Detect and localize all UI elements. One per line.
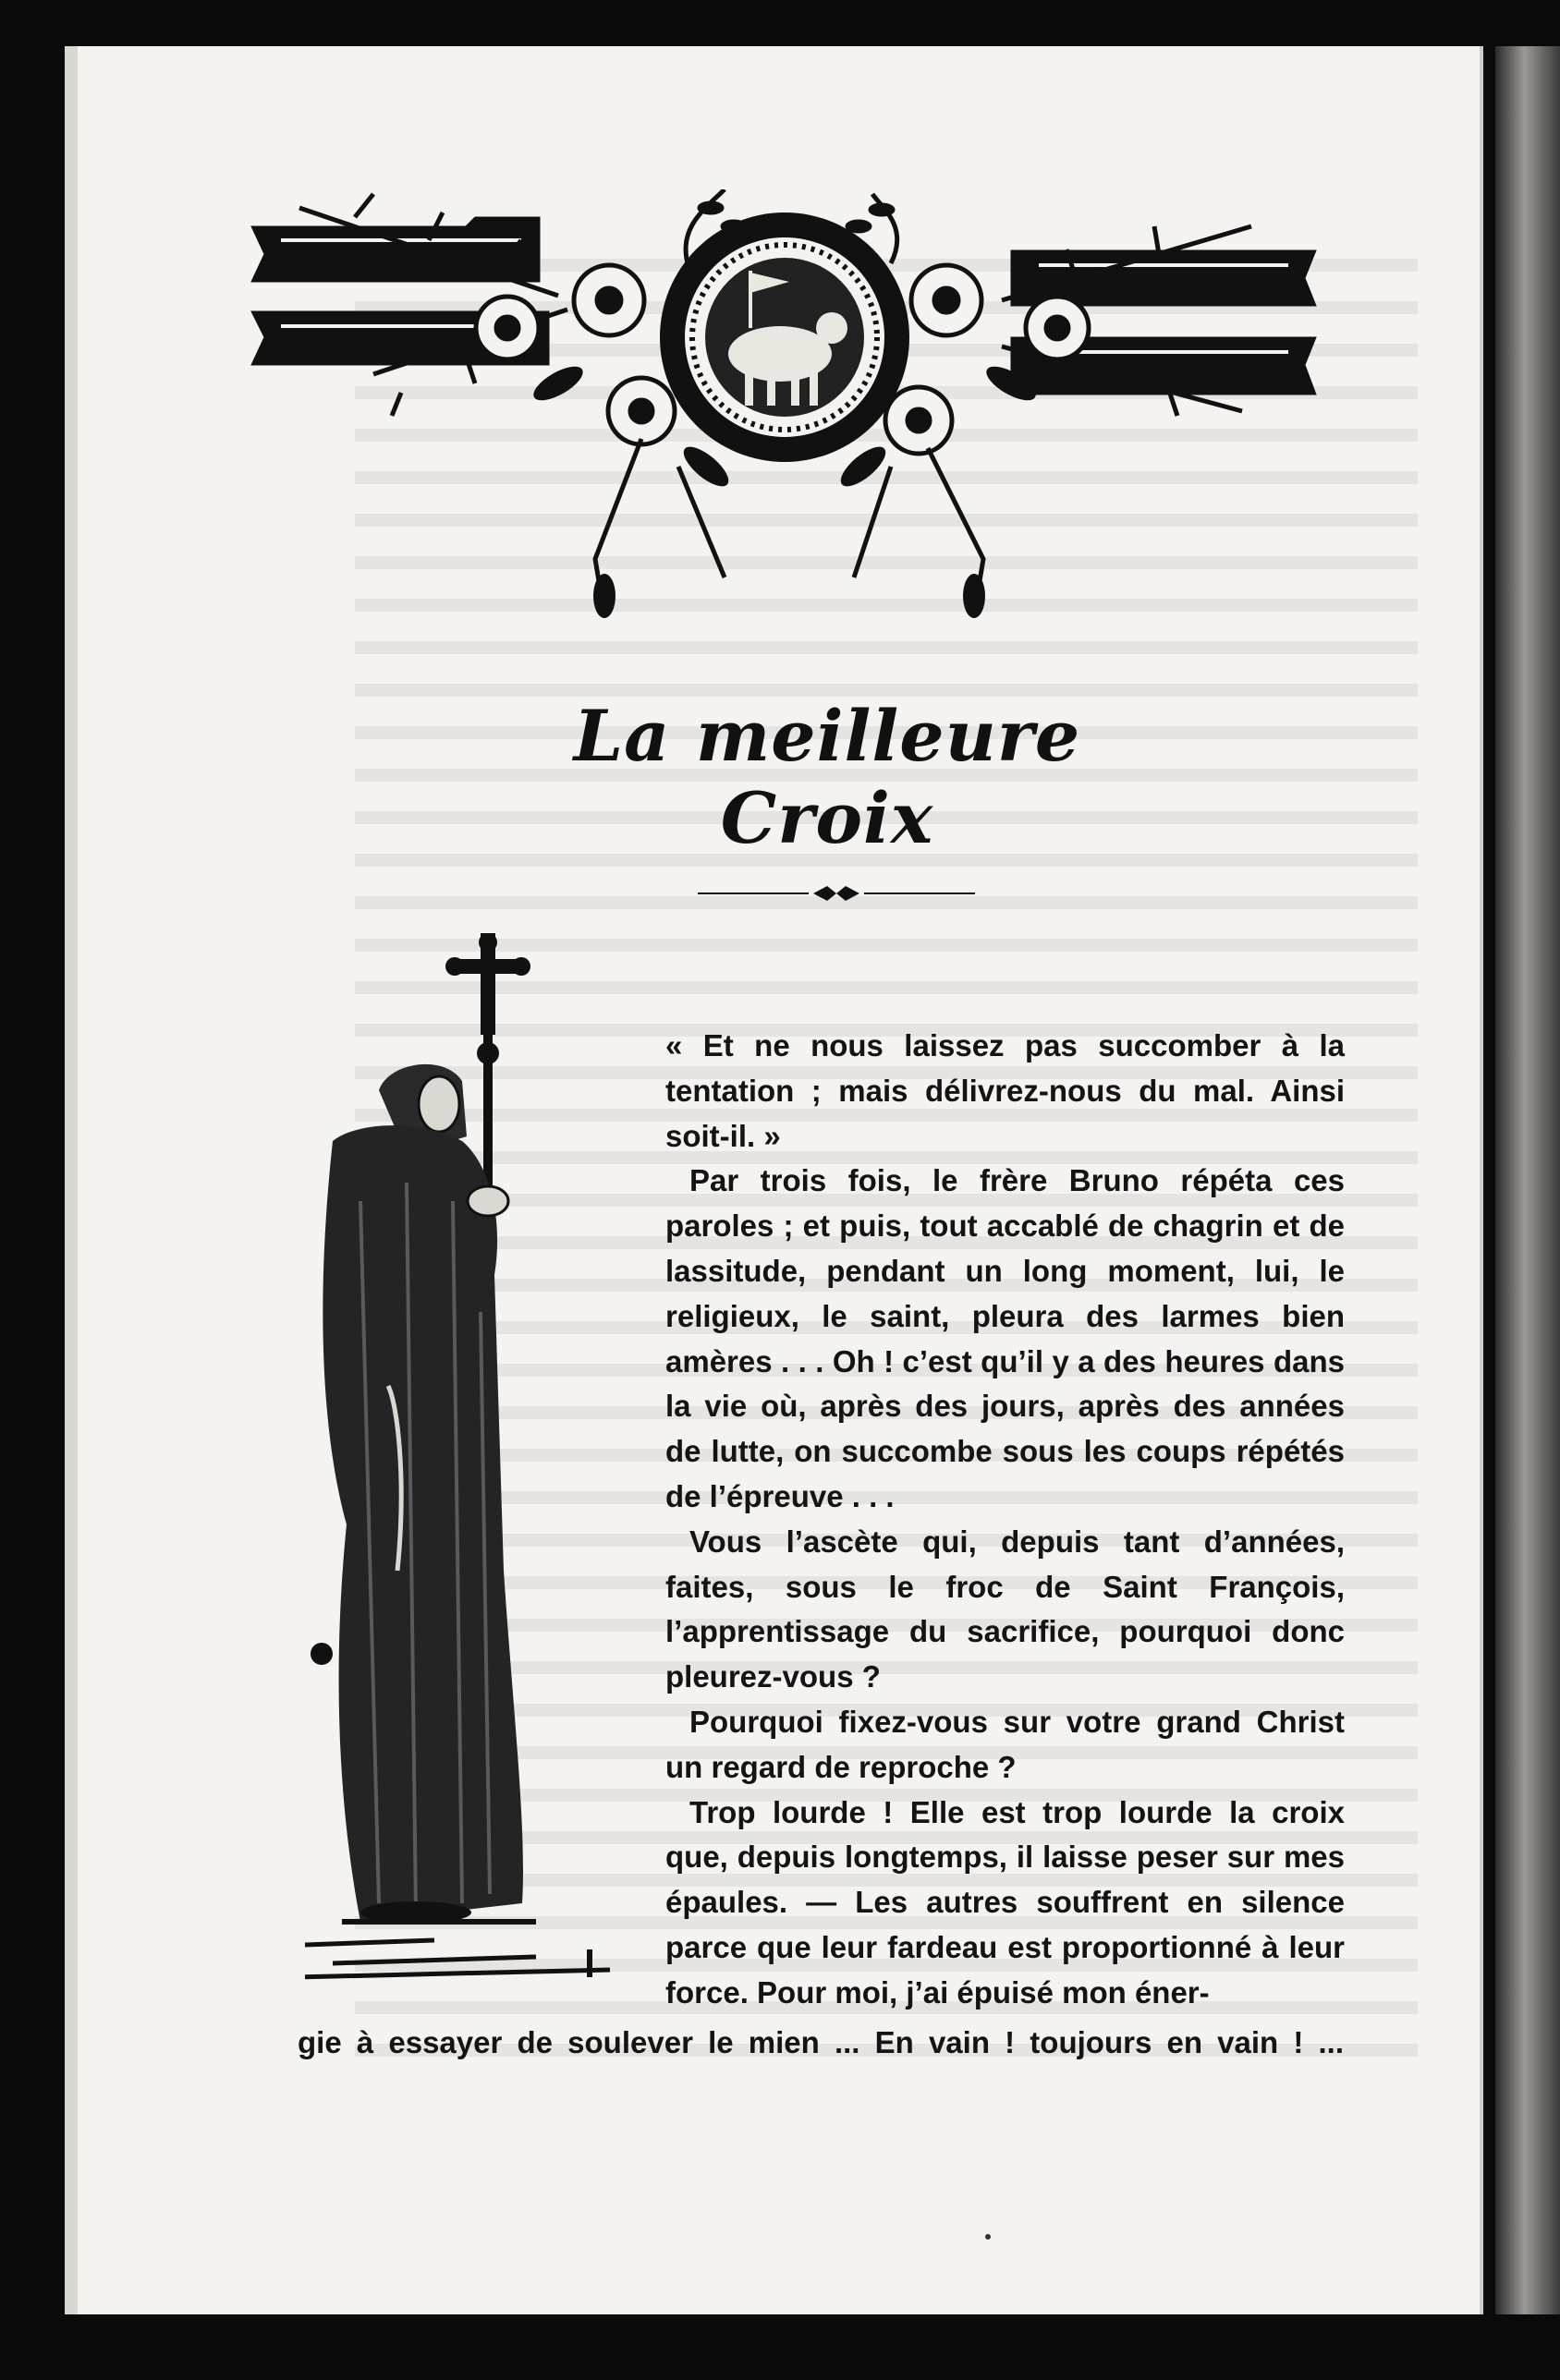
paragraph: Vous l’ascète qui, depuis tant d’années, faites, sous le froc de Saint François, l’apprentissage du sacrifice, pourquoi donc pleurez-vous ? (665, 1524, 1345, 1694)
monk-with-processional-cross-icon (305, 924, 638, 1986)
page-edge-shadow (1495, 46, 1560, 2314)
paragraph: Par trois fois, le frère Bruno répéta ces paroles ; et puis, tout accablé de chagrin et de lassitude, pendant un long moment, lui, le religieux, le saint, pleura des larmes bien amères . . . Oh ! c’est qu’il y a des heures dans la vie où, après des jours, après des années de lutte, on succombe sous les coups répétés de l’épreuve . . . (665, 1163, 1345, 1513)
ornamental-rule-icon (698, 882, 975, 910)
page-title: La meilleure Croix (573, 695, 1081, 859)
body-text (665, 1024, 1345, 2016)
paragraph-last-line: gie à essayer de soulever le mien ... En vain ! toujours en vain ! ... (298, 2025, 1344, 2059)
lamb-medallion-ornament-icon (244, 189, 1325, 633)
speck (985, 2234, 991, 2240)
paragraph: « Et ne nous laissez pas succomber à la tentation ; mais délivrez-nous du mal. Ainsi soit-il. » (665, 1028, 1345, 1153)
paragraph: Trop lourde ! Elle est trop lourde la croix que, depuis longtemps, il laisse peser sur mes épaules. — Les autres souffrent en silence parce que leur fardeau est proportionné à leur force. Pour moi, j’ai épuisé mon éner- (665, 1794, 1345, 2010)
paragraph: Pourquoi fixez-vous sur votre grand Christ un regard de reproche ? (665, 1704, 1345, 1784)
